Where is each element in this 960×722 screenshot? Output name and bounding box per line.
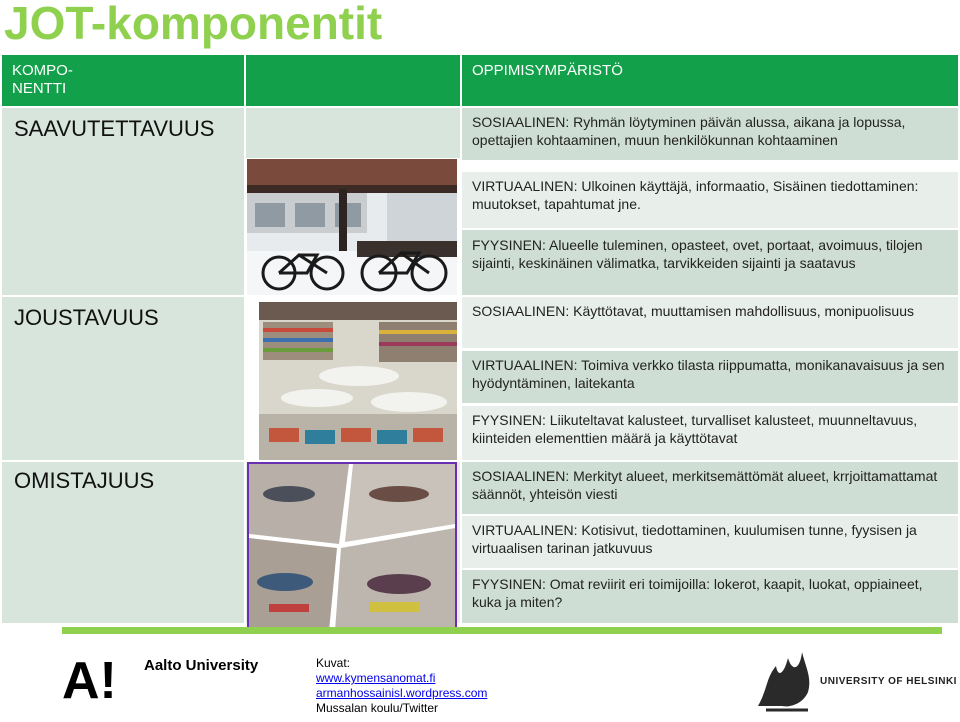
row-joustavuus	[2, 297, 244, 460]
credits-label: Kuvat:	[316, 656, 351, 670]
cell-virtuaalinen-2: VIRTUAALINEN: Toimiva verkko tilasta riippumatta, monikanavaisuus ja sen hyödyntäminen, laitekanta	[462, 351, 958, 403]
row-omistajuus	[2, 462, 244, 623]
cell-sosiaalinen-3: SOSIAALINEN: Merkityt alueet, merkitsemättömät alueet, krrjoittamattamat säännöt, yhteisön viesti	[462, 462, 958, 514]
page-title: JOT-komponentit	[4, 0, 383, 49]
row-saavutettavuus	[2, 108, 244, 295]
helsinki-flame-icon	[748, 648, 818, 712]
cell-fyysinen-2: FYYSINEN: Liikuteltavat kalusteet, turvalliset kalusteet, muunneltavuus, kiinteiden elementtien määrä ja käyttötavat	[462, 406, 958, 460]
middle-cell	[246, 108, 460, 158]
students-collage-photo	[247, 462, 457, 633]
header-spacer	[246, 55, 460, 106]
cell-virtuaalinen-3: VIRTUAALINEN: Kotisivut, tiedottaminen, kuulumisen tunne, fyysisen ja virtuaalisen tarinan jatkuvuus	[462, 516, 958, 568]
row-label-joustavuus: JOUSTAVUUS	[14, 305, 159, 330]
library-photo	[259, 302, 457, 460]
image-credits	[316, 656, 487, 716]
header-environment	[462, 55, 958, 106]
aalto-name: Aalto University	[144, 657, 259, 674]
bicycle-shelter-photo	[247, 159, 457, 295]
cell-fyysinen-1: FYYSINEN: Alueelle tuleminen, opasteet, ovet, portaat, avoimuus, tilojen sijainti, keskinäinen välimatka, tarvikkeiden sijainti ja saatavus	[462, 230, 958, 295]
row-label-saavutettavuus: SAAVUTETTAVUUS	[14, 116, 215, 141]
helsinki-logo	[748, 648, 957, 717]
credit-link-wordpress[interactable]: armanhossainisl.wordpress.com	[316, 686, 488, 700]
header-component	[2, 55, 244, 106]
cell-sosiaalinen-1: SOSIAALINEN: Ryhmän löytyminen päivän alussa, aikana ja lopussa, opettajien kohtaaminen, muun henkilökunnan kohtaaminen	[462, 108, 958, 160]
helsinki-name: UNIVERSITY OF HELSINKI	[820, 676, 957, 687]
credit-mussalan: Mussalan koulu/Twitter	[316, 701, 439, 715]
row-label-omistajuus: OMISTAJUUS	[14, 468, 155, 493]
cell-sosiaalinen-2: SOSIAALINEN: Käyttötavat, muuttamisen mahdollisuus, monipuolisuus	[462, 297, 958, 348]
bottom-accent-bar	[62, 627, 942, 634]
cell-fyysinen-3: FYYSINEN: Omat reviirit eri toimijoilla: lokerot, kaapit, luokat, oppiaineet, kuka ja miten?	[462, 570, 958, 623]
header-component-label: KOMPO- NENTTI	[12, 62, 73, 97]
credit-link-kymensanomat[interactable]: www.kymensanomat.fi	[316, 671, 436, 685]
aalto-mark-icon: A!	[62, 652, 117, 710]
header-environment-label: OPPIMISYMPÄRISTÖ	[472, 62, 623, 79]
cell-virtuaalinen-1: VIRTUAALINEN: Ulkoinen käyttäjä, informaatio, Sisäinen tiedottaminen: muutokset, tapahtumat jne.	[462, 172, 958, 228]
